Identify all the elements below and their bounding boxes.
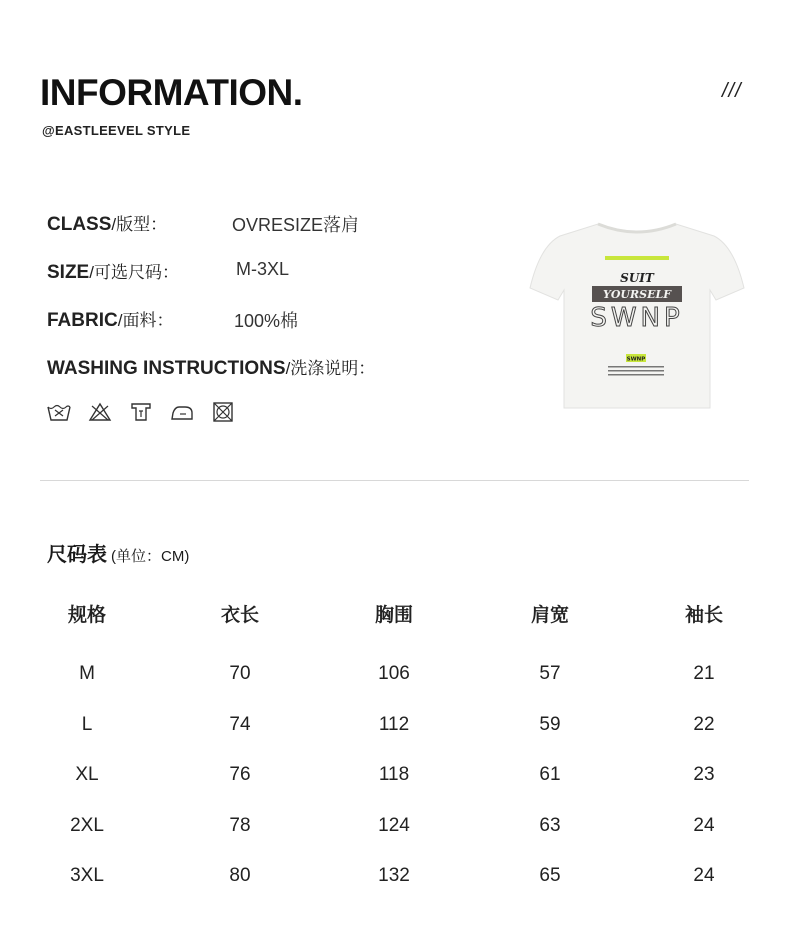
table-cell: 112 xyxy=(378,714,410,735)
table-row xyxy=(10,714,780,744)
column-header: 肩宽 xyxy=(530,605,569,626)
column-header: 规格 xyxy=(67,605,106,626)
table-cell: 59 xyxy=(539,714,561,735)
washing-label-cn: /洗涤说明： xyxy=(285,359,376,378)
size-row xyxy=(47,258,179,284)
size-chart-label: 尺码表 xyxy=(47,544,107,566)
table-cell: 24 xyxy=(693,865,715,886)
table-cell: 57 xyxy=(539,663,561,684)
table-row xyxy=(10,764,780,794)
size-chart-unit: (单位：CM) xyxy=(111,548,190,565)
print-top: SUIT xyxy=(620,271,654,285)
size-label: SIZE xyxy=(47,262,90,283)
table-cell: 61 xyxy=(539,764,561,785)
size-chart-title xyxy=(47,538,189,567)
class-value: OVRESIZE落肩 xyxy=(232,215,360,235)
brand-subtitle: @EASTLEEVEL STYLE xyxy=(42,123,191,138)
table-cell: 106 xyxy=(378,663,410,684)
table-cell: 3XL xyxy=(70,865,104,886)
no-bleach-icon xyxy=(88,402,112,422)
fabric-value: 100%棉 xyxy=(234,311,299,331)
table-cell: 21 xyxy=(693,663,715,684)
fabric-row xyxy=(47,306,173,332)
tshirt-product-image xyxy=(528,218,746,410)
table-cell: 78 xyxy=(229,815,251,836)
print-middle: YOURSELF xyxy=(602,288,672,301)
table-cell: 2XL xyxy=(70,815,104,836)
decorative-slashes: /// xyxy=(722,80,742,102)
size-label-cn: /可选尺码： xyxy=(89,263,179,282)
table-cell: 80 xyxy=(229,865,251,886)
accent-bar xyxy=(605,256,669,260)
table-cell: 65 xyxy=(539,865,561,886)
table-cell: 76 xyxy=(229,764,251,785)
fabric-label: FABRIC xyxy=(47,310,118,331)
hang-dry-icon xyxy=(129,402,153,422)
table-header-row xyxy=(10,600,780,630)
class-label: CLASS xyxy=(47,214,112,235)
print-bottom: SWNP xyxy=(590,303,684,333)
table-cell: L xyxy=(81,714,93,735)
table-cell: 63 xyxy=(539,815,561,836)
iron-icon xyxy=(170,402,194,422)
column-header: 胸围 xyxy=(374,605,413,626)
table-row xyxy=(10,865,780,895)
table-cell: 118 xyxy=(378,764,410,785)
washing-icons xyxy=(47,402,235,422)
table-cell: 24 xyxy=(693,815,715,836)
table-cell: XL xyxy=(75,764,99,785)
table-cell: 124 xyxy=(378,815,410,836)
table-cell: 74 xyxy=(229,714,251,735)
table-cell: 70 xyxy=(229,663,251,684)
table-cell: 23 xyxy=(693,764,715,785)
class-row xyxy=(47,210,167,236)
table-cell: 132 xyxy=(378,865,410,886)
table-cell: 22 xyxy=(693,714,715,735)
washing-row xyxy=(47,354,375,380)
no-tumble-dry-icon xyxy=(211,402,235,422)
washing-label: WASHING INSTRUCTIONS xyxy=(47,358,286,379)
page-title: INFORMATION. xyxy=(40,72,303,113)
column-header: 袖长 xyxy=(684,605,723,626)
hand-wash-icon xyxy=(47,402,71,422)
table-cell: M xyxy=(79,663,95,684)
column-header: 衣长 xyxy=(220,605,259,626)
table-row xyxy=(10,815,780,845)
print-tag: SWNP xyxy=(626,356,646,363)
size-value: M-3XL xyxy=(236,259,290,279)
table-row xyxy=(10,663,780,693)
fabric-label-cn: /面料： xyxy=(117,311,174,330)
class-label-cn: /版型： xyxy=(111,215,168,234)
section-divider xyxy=(40,480,749,481)
